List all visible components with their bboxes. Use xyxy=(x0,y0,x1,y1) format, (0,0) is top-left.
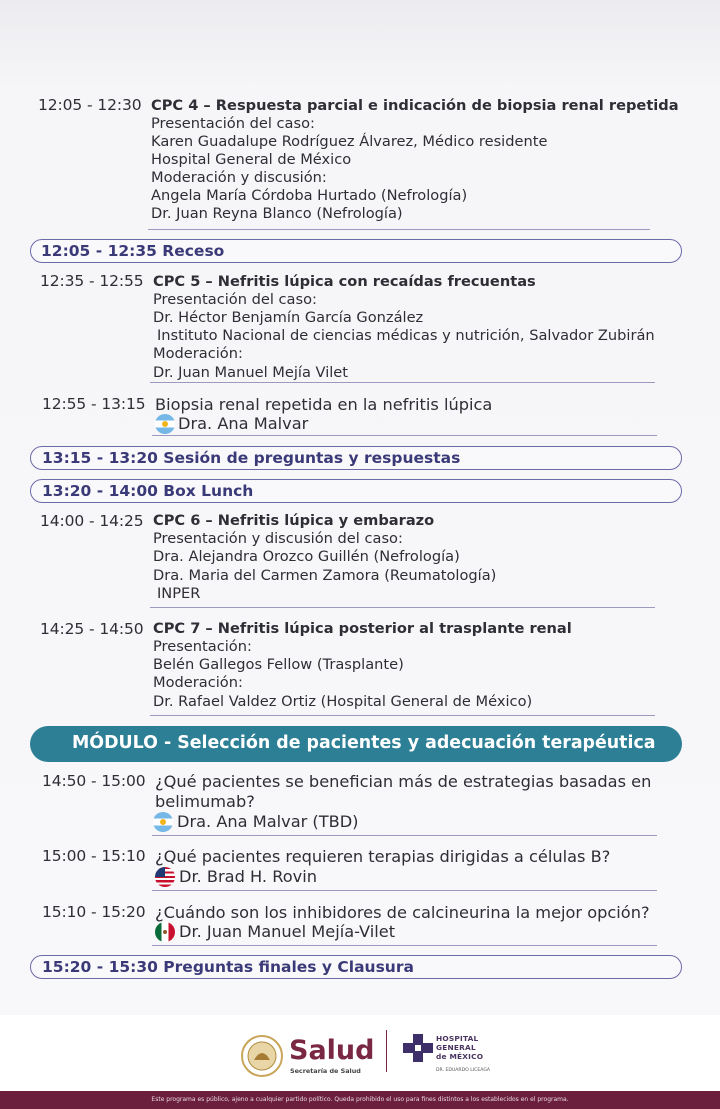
hospital-name-line: GENERAL xyxy=(436,1043,476,1052)
separator xyxy=(152,435,657,436)
session-line: Dra. Alejandra Orozco Guillén (Nefrología) xyxy=(153,548,460,565)
speaker-name: Dr. Brad H. Rovin xyxy=(179,867,317,886)
separator xyxy=(150,607,655,608)
disclaimer-text: Este programa es público, ajeno a cualquier partido político. Queda prohibido el uso para fines distintos a los establecidos en el programa. xyxy=(151,1096,569,1103)
module-banner xyxy=(30,726,682,762)
session-title: Biopsia renal repetida en la nefritis lúpica xyxy=(155,395,493,414)
break-label: 13:15 - 13:20 Sesión de preguntas y respuestas xyxy=(42,449,461,467)
flag-mexico-icon xyxy=(155,922,175,942)
separator xyxy=(150,715,655,716)
session-line: Dr. Héctor Benjamín García González xyxy=(153,309,424,326)
break-pill xyxy=(30,239,682,263)
session-line: Dr. Juan Manuel Mejía Vilet xyxy=(153,364,348,381)
session-line: Dr. Rafael Valdez Ortiz (Hospital General de México) xyxy=(153,693,533,710)
session-line: Presentación y discusión del caso: xyxy=(153,530,403,547)
hospital-name-line: HOSPITAL xyxy=(436,1034,479,1043)
flag-argentina-icon xyxy=(155,414,175,434)
time-label: 12:05 - 12:30 xyxy=(38,96,142,114)
separator xyxy=(152,835,657,836)
disclaimer-bar xyxy=(0,1091,720,1109)
session-line: Belén Gallegos Fellow (Trasplante) xyxy=(153,656,404,673)
salud-logo-text: Salud xyxy=(289,1035,375,1066)
session-line: Dra. Maria del Carmen Zamora (Reumatología) xyxy=(153,567,497,584)
salud-subtitle: Secretaría de Salud xyxy=(290,1067,361,1075)
session-line: Presentación: xyxy=(153,638,252,655)
session-title: ¿Qué pacientes se benefician más de estrategias basadas en xyxy=(155,772,652,791)
session-line: Dr. Juan Reyna Blanco (Nefrología) xyxy=(151,205,403,222)
session-line: Moderación y discusión: xyxy=(151,169,327,186)
time-label: 12:35 - 12:55 xyxy=(40,272,144,290)
session-title: CPC 6 – Nefritis lúpica y embarazo xyxy=(153,512,435,529)
speaker-name: Dra. Ana Malvar (TBD) xyxy=(177,812,359,831)
time-label: 12:55 - 13:15 xyxy=(42,395,146,413)
session-line: Moderación: xyxy=(153,674,243,691)
break-pill xyxy=(30,479,682,503)
break-pill xyxy=(30,446,682,470)
break-label: 12:05 - 12:35 Receso xyxy=(41,242,225,260)
module-title: MÓDULO - Selección de pacientes y adecuación terapéutica xyxy=(72,733,656,753)
session-line: Instituto Nacional de ciencias médicas y nutrición, Salvador Zubirán xyxy=(157,327,655,344)
footer-divider xyxy=(386,1030,387,1072)
separator xyxy=(152,945,657,946)
hospital-subtitle: DR. EDUARDO LICEAGA xyxy=(436,1068,491,1073)
time-label: 14:25 - 14:50 xyxy=(40,620,144,638)
session-title: CPC 4 – Respuesta parcial e indicación de biopsia renal repetida xyxy=(151,97,679,114)
session-line: Hospital General de México xyxy=(151,151,352,168)
session-title: ¿Cuándo son los inhibidores de calcineurina la mejor opción? xyxy=(155,903,650,922)
separator xyxy=(148,229,650,230)
session-title: CPC 7 – Nefritis lúpica posterior al trasplante renal xyxy=(153,620,572,637)
hospital-cross-icon xyxy=(403,1034,433,1062)
speaker-name: Dra. Ana Malvar xyxy=(178,414,309,433)
hospital-name-line: de MÉXICO xyxy=(436,1052,484,1061)
flag-usa-icon xyxy=(155,867,175,887)
speaker-name: Dr. Juan Manuel Mejía-Vilet xyxy=(179,922,396,941)
coat-of-arms-logo xyxy=(240,1034,284,1078)
break-pill xyxy=(30,955,682,979)
session-line: Karen Guadalupe Rodríguez Álvarez, Médico residente xyxy=(151,133,548,150)
session-line: Presentación del caso: xyxy=(151,115,315,132)
time-label: 14:50 - 15:00 xyxy=(42,772,146,790)
session-title: ¿Qué pacientes requieren terapias dirigidas a células B? xyxy=(155,847,611,866)
separator xyxy=(150,382,655,383)
break-label: 15:20 - 15:30 Preguntas finales y Clausura xyxy=(42,958,414,976)
flag-argentina-icon xyxy=(153,812,173,832)
separator xyxy=(152,890,657,891)
session-line: Angela María Córdoba Hurtado (Nefrología) xyxy=(151,187,468,204)
session-title: CPC 5 – Nefritis lúpica con recaídas frecuentas xyxy=(153,273,536,290)
break-label: 13:20 - 14:00 Box Lunch xyxy=(42,482,254,500)
time-label: 15:10 - 15:20 xyxy=(42,903,146,921)
session-line: Presentación del caso: xyxy=(153,291,317,308)
time-label: 15:00 - 15:10 xyxy=(42,847,146,865)
session-line: Moderación: xyxy=(153,345,243,362)
time-label: 14:00 - 14:25 xyxy=(40,512,144,530)
session-title: belimumab? xyxy=(155,792,255,811)
session-line: INPER xyxy=(157,585,201,602)
